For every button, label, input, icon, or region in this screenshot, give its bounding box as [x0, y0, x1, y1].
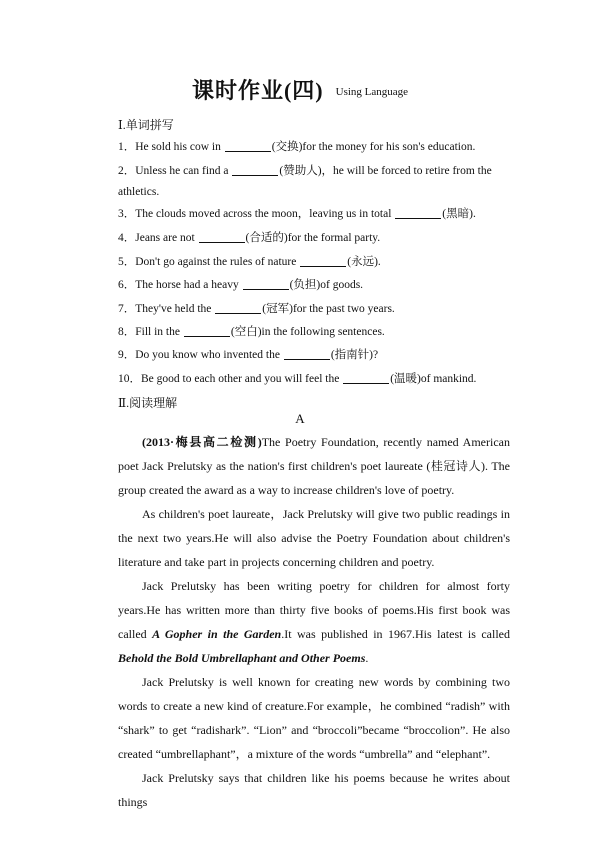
- page-title: 课时作业(四): [191, 78, 324, 103]
- answer-blank: [199, 230, 245, 243]
- vocabulary-item: [118, 251, 518, 273]
- item-hint: (黑暗).: [442, 208, 476, 220]
- item-prompt: 4．Jeans are not: [118, 232, 198, 244]
- vocabulary-item: [118, 344, 518, 366]
- item-hint: (合适的)for the formal party.: [245, 232, 381, 244]
- paragraph-4: Jack Prelutsky is well known for creating new words by combining two words to create a new kind of creature.For example，he combined “radish” with “shark” to get “radishark”. “Lion” and “broccoli”became “broccolion”. He also created “umbrellaphant”，a mixture of the words “umbrella” and “elephant”.: [118, 675, 510, 761]
- vocabulary-item: [118, 203, 518, 225]
- item-prompt: 1．He sold his cow in: [118, 141, 224, 153]
- answer-blank: [232, 163, 278, 176]
- paragraph-3-part-b: .It was published in 1967.His latest is called: [281, 627, 510, 641]
- paragraph-3-part-a: Jack Prelutsky has been writing poetry for children for almost forty years.He has written more than thirty five books of poems.His first book was called: [118, 579, 510, 641]
- item-prompt: 3．The clouds moved across the moon，leaving us in total: [118, 208, 395, 220]
- item-hint: (冠军)for the past two years.: [262, 303, 395, 315]
- paragraph-3-part-c: .: [365, 651, 369, 665]
- answer-blank: [225, 139, 271, 152]
- answer-blank: [284, 347, 330, 360]
- paragraph-2: As children's poet laureate，Jack Prelutsky will give two public readings in the next two years.He will also advise the Poetry Foundation about children's literature and take part in projects concerning children and poetry.: [118, 507, 510, 569]
- passage-source: (2013·梅县高二检测): [142, 435, 262, 449]
- item-hint: (指南针)?: [330, 349, 379, 361]
- item-hint: (空白)in the following sentences.: [230, 326, 385, 338]
- vocabulary-item: [118, 160, 518, 182]
- section-reading-label: Ⅱ.阅读理解: [118, 396, 178, 410]
- answer-blank: [395, 206, 441, 219]
- answer-blank: [300, 254, 346, 267]
- item-prompt: 2．Unless he can find a: [118, 165, 232, 177]
- page-subtitle: Using Language: [335, 86, 409, 98]
- vocabulary-item: [118, 136, 518, 158]
- vocabulary-item: [118, 274, 518, 296]
- item-prompt: 6．The horse had a heavy: [118, 279, 242, 291]
- item-2-continuation: athletics.: [118, 186, 160, 198]
- title-bar: [0, 74, 600, 105]
- item-hint: (负担)of goods.: [289, 279, 364, 291]
- answer-blank: [215, 301, 261, 314]
- item-prompt: 7．They've held the: [118, 303, 215, 315]
- item-hint: (赞助人)，he will be forced to retire from the: [279, 165, 492, 177]
- vocabulary-item: [118, 227, 518, 249]
- item-prompt: 8．Fill in the: [118, 326, 183, 338]
- item-hint: (永远).: [347, 256, 381, 268]
- paragraph-1-text: The Poetry Foundation, recently named American poet Jack Prelutsky as the nation's first children's poet laureate (桂冠诗人). The group created the award as a way to increase children's love of poetry.: [118, 435, 510, 497]
- passage-letter: A: [295, 411, 305, 426]
- answer-blank: [243, 277, 289, 290]
- item-hint: (温暖)of mankind.: [390, 373, 477, 385]
- answer-blank: [343, 371, 389, 384]
- item-hint: (交换)for the money for his son's education.: [271, 141, 476, 153]
- vocabulary-item: [118, 298, 518, 320]
- paragraph-3: [118, 574, 510, 670]
- item-prompt: 9．Do you know who invented the: [118, 349, 283, 361]
- item-prompt: 10．Be good to each other and you will feel the: [118, 373, 343, 385]
- reading-passage: [118, 430, 510, 814]
- answer-blank: [184, 324, 230, 337]
- vocabulary-item: [118, 321, 518, 343]
- paragraph-1: [118, 430, 510, 502]
- book-title-1: A Gopher in the Garden: [152, 627, 282, 641]
- vocabulary-item: [118, 368, 518, 390]
- book-title-2: Behold the Bold Umbrellaphant and Other Poems: [118, 651, 366, 665]
- paragraph-5: Jack Prelutsky says that children like his poems because he writes about things: [118, 771, 510, 809]
- section-vocabulary-label: Ⅰ.单词拼写: [118, 118, 174, 132]
- item-prompt: 5．Don't go against the rules of nature: [118, 256, 300, 268]
